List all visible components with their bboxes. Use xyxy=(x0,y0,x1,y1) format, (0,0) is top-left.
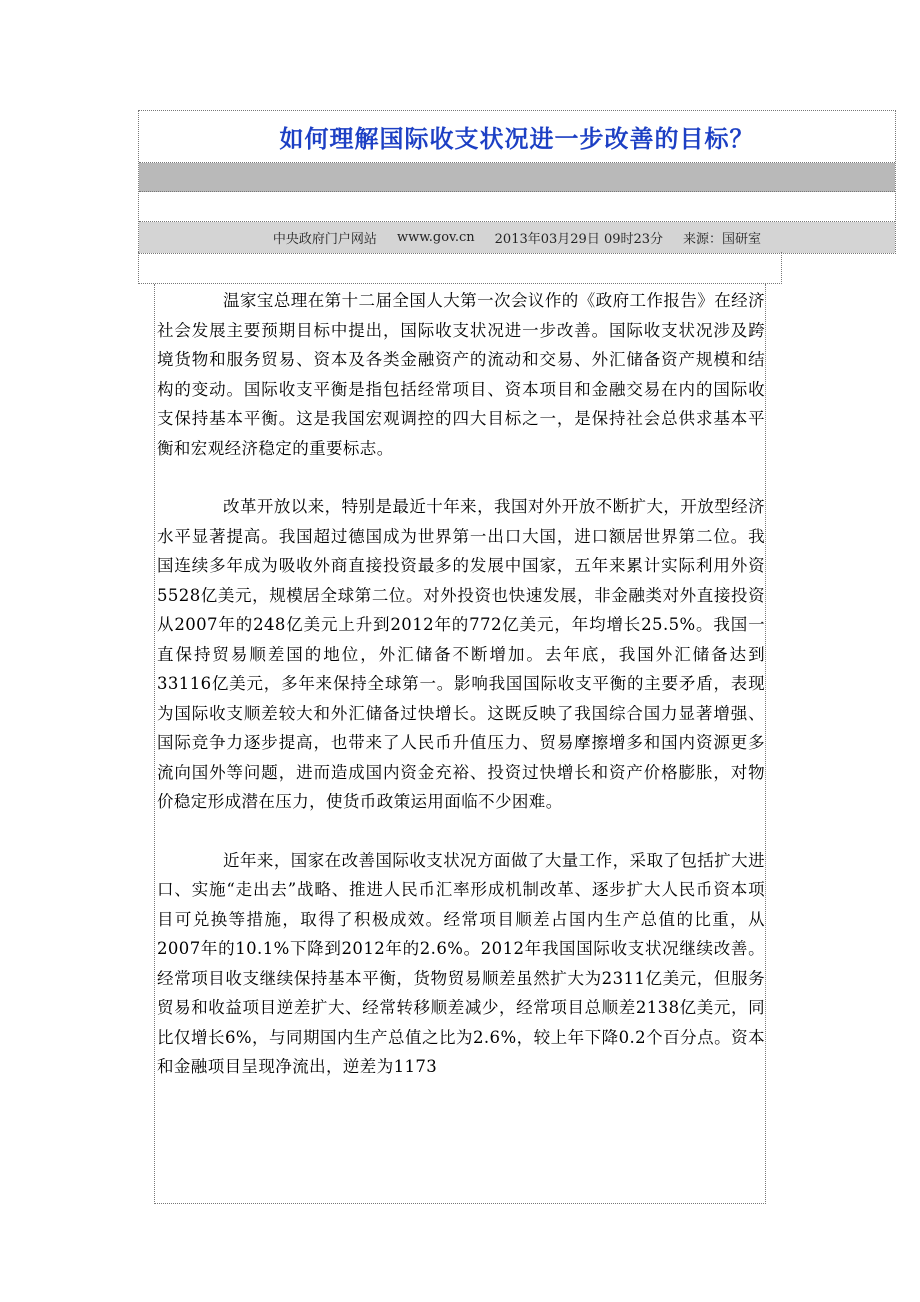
header-divider-bar xyxy=(139,163,895,192)
header-blank-row xyxy=(139,192,895,222)
article-header xyxy=(138,110,896,254)
article-source: 来源：国研室 xyxy=(683,232,762,247)
title-row xyxy=(139,111,895,163)
article-meta-row xyxy=(139,222,895,253)
article-paragraph: 近年来，国家在改善国际收支状况方面做了大量工作，采取了包括扩大进口、实施“走出去”战略、推进人民币汇率形成机制改革、逐步扩大人民币资本项目可兑换等措施，取得了积极成效。经常项目顺差占国内生产总值的比重，从2007年的10.1%下降到2012年的2.6%。2012年我国国际收支状况继续改善。经常项目收支继续保持基本平衡，货物贸易顺差虽然扩大为2311亿美元，但服务贸易和收益项目逆差扩大、经常转移顺差减少，经常项目总顺差2138亿美元，同比仅增长6%，与同期国内生产总值之比为2.6%，较上年下降0.2个百分点。资本和金融项目呈现净流出，逆差为1173 xyxy=(157,850,765,1076)
site-name: 中央政府门户网站 xyxy=(272,232,377,247)
article-body xyxy=(154,284,766,1204)
article-paragraph: 改革开放以来，特别是最近十年来，我国对外开放不断扩大，开放型经济水平显著提高。我国超过德国成为世界第一出口大国，进口额居世界第二位。我国连续多年成为吸收外商直接投资最多的发展中国家，五年来累计实际利用外资5528亿美元，规模居全球第二位。对外投资也快速发展，非金融类对外直接投资从2007年的248亿美元上升到2012年的772亿美元，年均增长25.5%。我国一直保持贸易顺差国的地位，外汇储备不断增加。去年底，我国外汇储备达到33116亿美元，多年来保持全球第一。影响我国国际收支平衡的主要矛盾，表现为国际收支顺差较大和外汇储备过快增长。这既反映了我国综合国力显著增强、国际竞争力逐步提高，也带来了人民币升值压力、贸易摩擦增多和国内资源更多流向国外等问题，进而造成国内资金充裕、投资过快增长和资产价格膨胀，对物价稳定形成潜在压力，使货币政策运用面临不少困难。 xyxy=(157,497,765,811)
article-paragraph: 温家宝总理在第十二届全国人大第一次会议作的《政府工作报告》在经济社会发展主要预期目标中提出，国际收支状况进一步改善。国际收支状况涉及跨境货物和服务贸易、资本及各类金融资产的流动和交易、外汇储备资产规模和结构的变动。国际收支平衡是指包括经常项目、资本项目和金融交易在内的国际收支保持基本平衡。这是我国宏观调控的四大目标之一，是保持社会总供求基本平衡和宏观经济稳定的重要标志。 xyxy=(157,291,765,458)
publish-datetime: 2013年03月29日 09时23分 xyxy=(494,232,664,247)
site-url[interactable]: www.gov.cn xyxy=(396,230,475,245)
page-title: 如何理解国际收支状况进一步改善的目标？ xyxy=(279,125,755,153)
header-spacer-box xyxy=(138,252,782,284)
